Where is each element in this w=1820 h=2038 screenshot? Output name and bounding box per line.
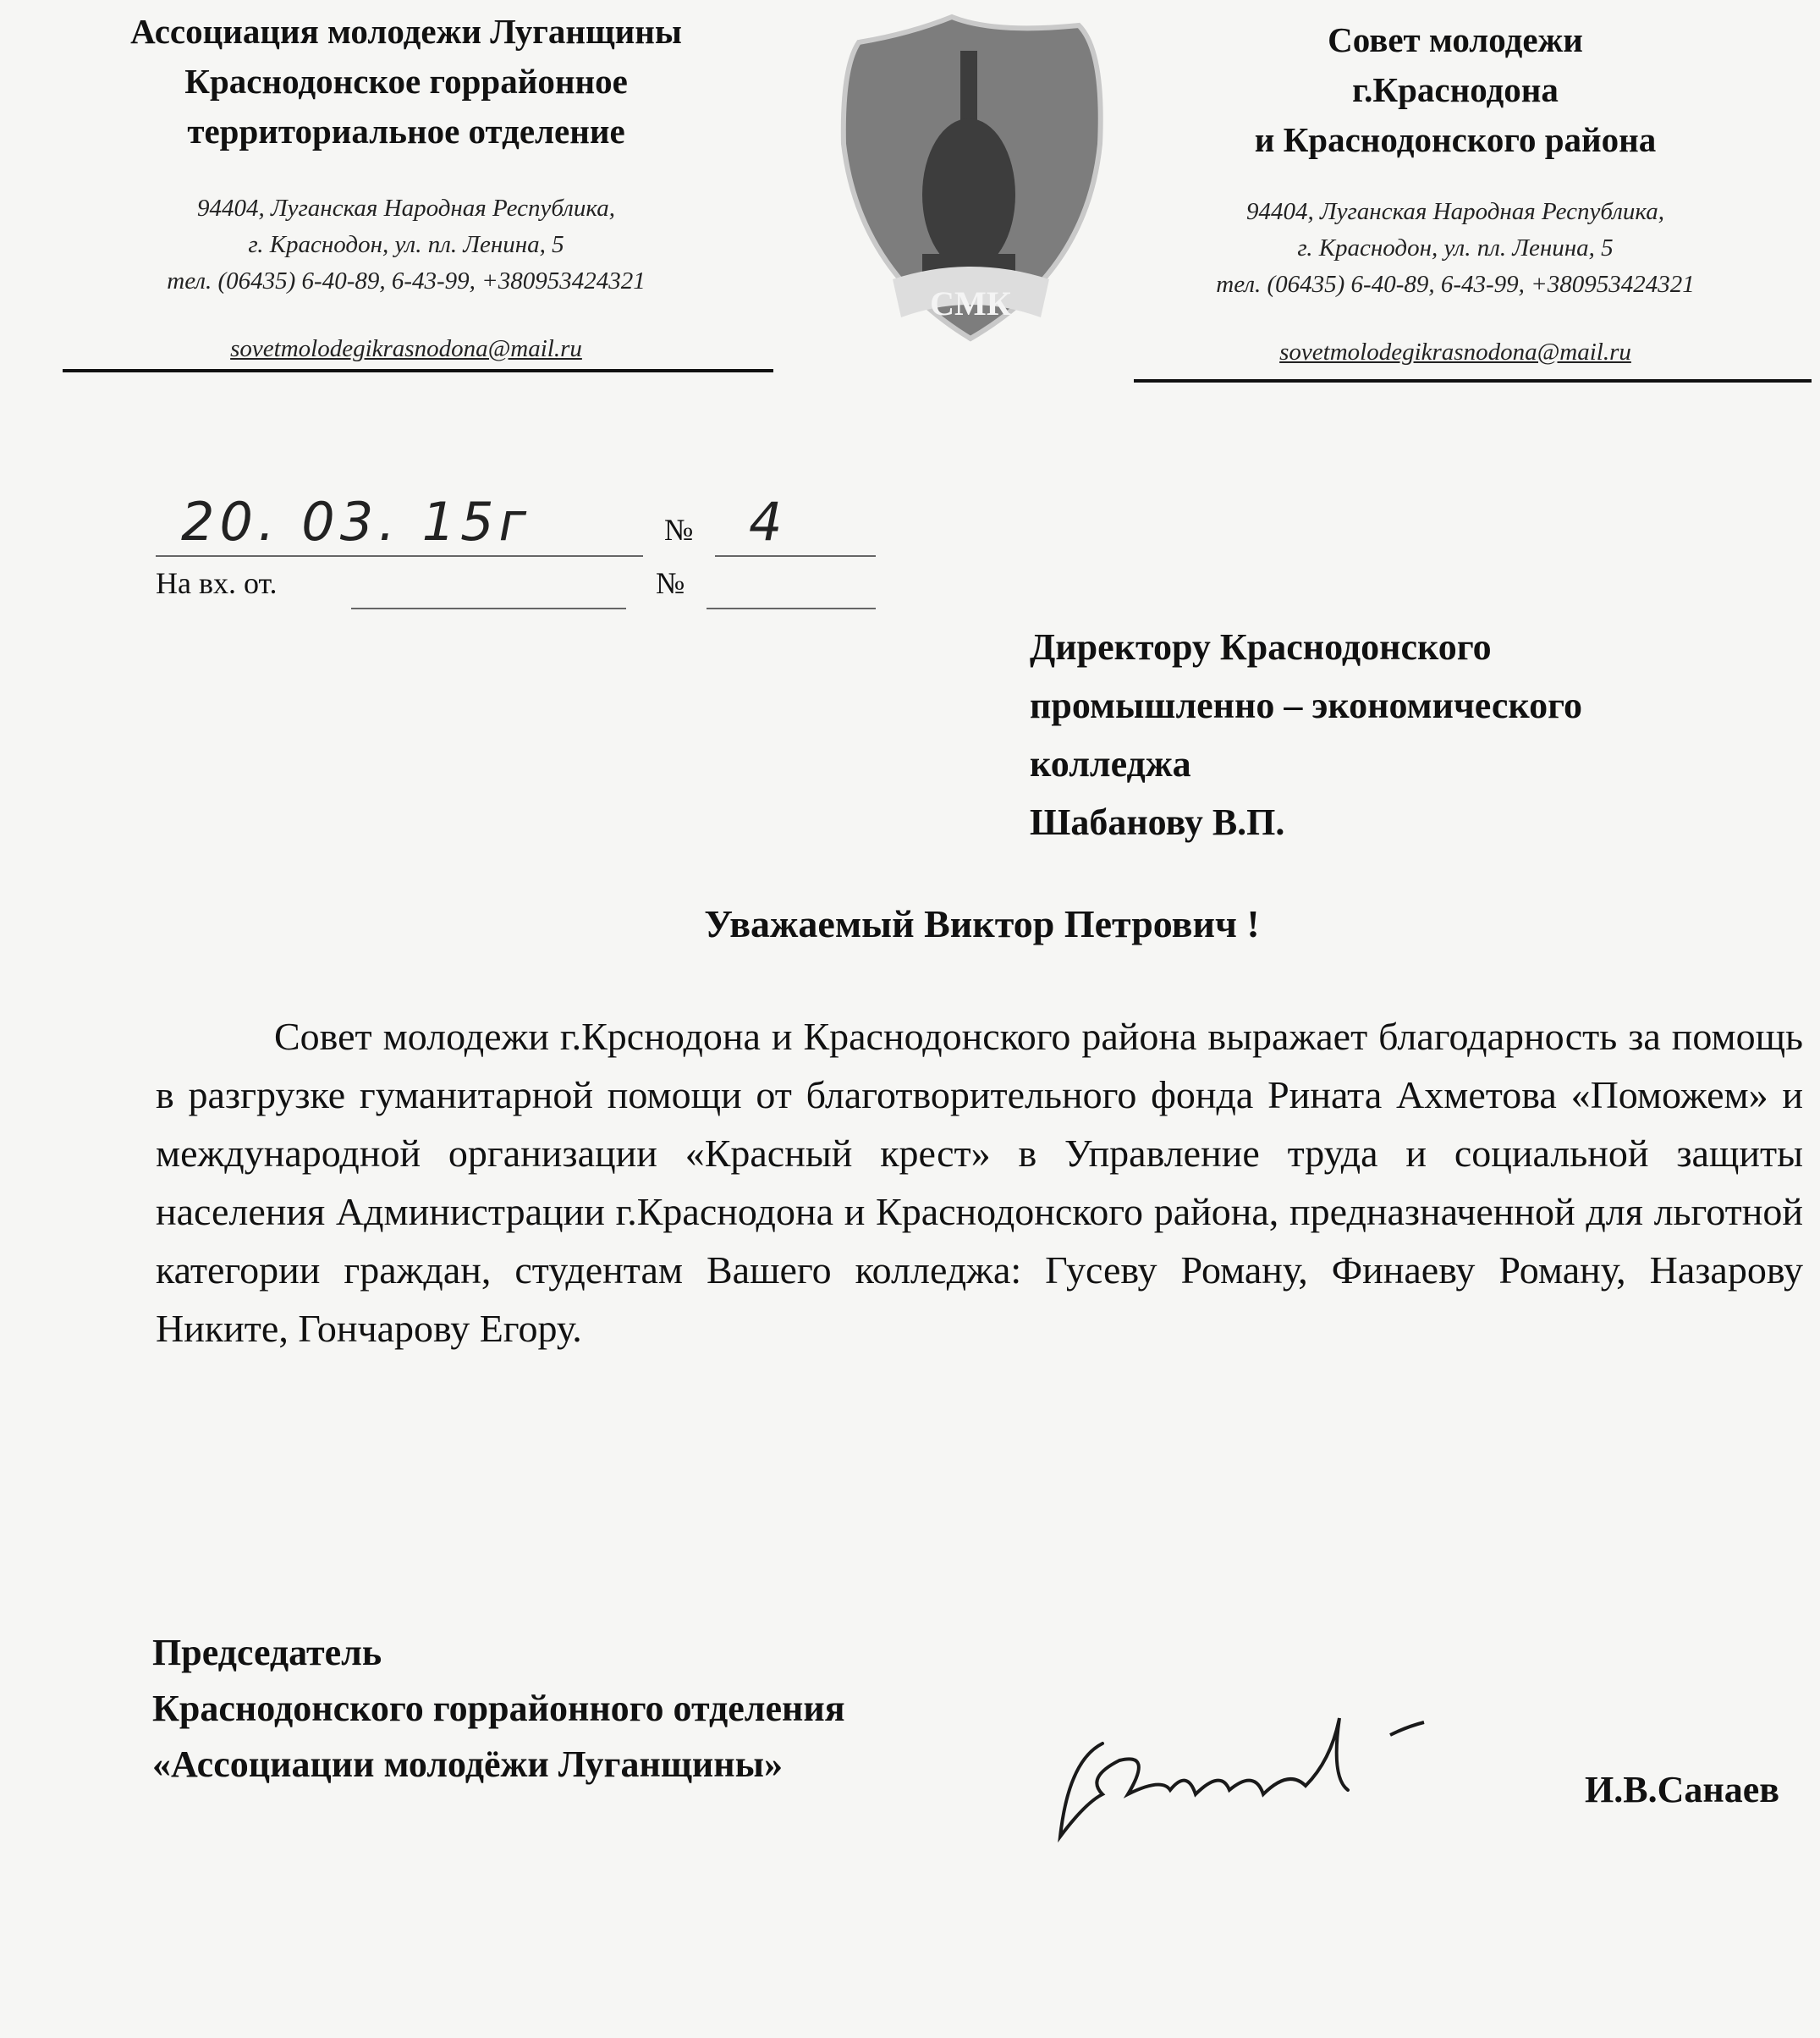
header-rule-right	[1134, 379, 1812, 383]
header-rule-left	[63, 369, 773, 372]
addressee-line: Шабанову В.П.	[1030, 801, 1285, 843]
signature-block	[152, 1625, 845, 1793]
org-title-line: и Краснодонского района	[1254, 120, 1657, 159]
phone-line: тел. (06435) 6-40-89, 6-43-99, +380953424321	[1216, 271, 1695, 298]
addressee-line: колледжа	[1030, 743, 1191, 785]
addressee	[1030, 618, 1582, 851]
addressee-line: промышленно – экономического	[1030, 685, 1583, 726]
email-link[interactable]: sovetmolodegikrasnodona@mail.ru	[1279, 339, 1631, 366]
logo-emblem	[825, 0, 1117, 347]
number-label: №	[664, 513, 694, 547]
org-title-line: территориальное отделение	[187, 112, 625, 151]
incoming-label: На вх. от.	[156, 566, 278, 600]
letterhead-left	[34, 7, 778, 363]
phone-line: тел. (06435) 6-40-89, 6-43-99, +380953424321	[167, 267, 646, 295]
org-title-line: Совет молодежи	[1328, 20, 1583, 59]
incoming-number-field	[707, 567, 876, 609]
handwritten-signature	[1052, 1710, 1449, 1858]
letterhead-right	[1100, 15, 1811, 366]
address-line: 94404, Луганская Народная Республика,	[1245, 198, 1664, 225]
address-line: 94404, Луганская Народная Республика,	[196, 195, 615, 222]
signer-name: И.В.Санаев	[1585, 1769, 1779, 1810]
outgoing-date: 20. 03. 15г	[156, 491, 643, 557]
incoming-date-field	[351, 567, 626, 609]
signer-position-line: Краснодонского горрайонного отделения	[152, 1688, 845, 1729]
logo-text: СМК	[930, 284, 1011, 322]
signer-position-line: «Ассоциации молодёжи Луганщины»	[152, 1743, 783, 1785]
signer-position-line: Председатель	[152, 1632, 382, 1673]
addressee-line: Директору Краснодонского	[1030, 626, 1492, 668]
address-line: г. Краснодон, ул. пл. Ленина, 5	[248, 231, 564, 258]
org-title-line: г.Краснодона	[1352, 70, 1559, 109]
address-line: г. Краснодон, ул. пл. Ленина, 5	[1297, 234, 1614, 262]
email-link[interactable]: sovetmolodegikrasnodona@mail.ru	[230, 335, 582, 362]
incoming-number-label: №	[656, 566, 685, 600]
outgoing-number: 4	[715, 491, 876, 557]
greeting: Уважаемый Виктор Петрович !	[704, 902, 1260, 945]
org-title-line: Ассоциация молодежи Луганщины	[130, 12, 682, 51]
letter-body: Совет молодежи г.Крснодона и Краснодонского района выражает благодарность за помощь в разгрузке гуманитарной помощи от благотворительного фонда Рината Ахметова «Поможем» и международной организации «Красный крест» в Управление труда и социальной защиты населения Администрации г.Краснодона и Краснодонского района, предназначенной для льготной категории граждан, студентам Вашего колледжа: Гусеву Роману, Финаеву Роману, Назарову Никите, Гончарову Егору.	[156, 1015, 1803, 1350]
org-title-line: Краснодонское горрайонное	[184, 62, 628, 101]
